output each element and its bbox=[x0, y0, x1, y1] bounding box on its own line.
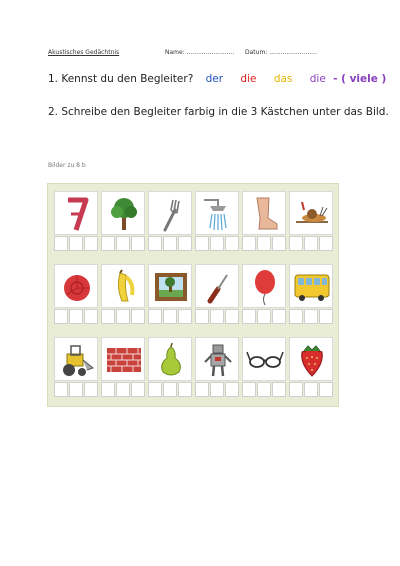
answer-box[interactable] bbox=[242, 309, 256, 324]
picture-caption: Bilder zu 8 b bbox=[48, 162, 86, 169]
answer-box[interactable] bbox=[131, 309, 145, 324]
article-plural-note: - ( viele ) bbox=[333, 73, 387, 85]
answer-box[interactable] bbox=[195, 382, 209, 397]
date-field-label: Datum: ......................... bbox=[245, 49, 317, 56]
answer-box[interactable] bbox=[289, 236, 303, 251]
answer-box[interactable] bbox=[131, 236, 145, 251]
answer-box[interactable] bbox=[163, 382, 177, 397]
answer-box[interactable] bbox=[163, 236, 177, 251]
name-field-label: Name: ......................... bbox=[165, 49, 235, 56]
picture-grid bbox=[47, 183, 339, 407]
answer-box[interactable] bbox=[84, 236, 98, 251]
robot-icon bbox=[195, 337, 239, 381]
answer-boxes bbox=[289, 309, 333, 324]
task-1-text: 1. Kennst du den Begleiter? bbox=[48, 73, 194, 85]
picture-card bbox=[242, 264, 286, 324]
answer-boxes bbox=[101, 236, 145, 251]
answer-box[interactable] bbox=[319, 309, 333, 324]
picture-card bbox=[148, 264, 192, 324]
tree-icon bbox=[101, 191, 145, 235]
answer-box[interactable] bbox=[225, 309, 239, 324]
answer-box[interactable] bbox=[272, 382, 286, 397]
answer-boxes bbox=[195, 309, 239, 324]
bus-icon bbox=[289, 264, 333, 308]
article-der: der bbox=[205, 73, 224, 85]
answer-box[interactable] bbox=[225, 382, 239, 397]
answer-box[interactable] bbox=[242, 382, 256, 397]
picture-card bbox=[148, 191, 192, 251]
article-die: die bbox=[240, 73, 257, 85]
answer-box[interactable] bbox=[101, 236, 115, 251]
brick-wall-icon bbox=[101, 337, 145, 381]
answer-box[interactable] bbox=[116, 382, 130, 397]
answer-box[interactable] bbox=[319, 382, 333, 397]
answer-boxes bbox=[242, 309, 286, 324]
pear-icon bbox=[148, 337, 192, 381]
answer-box[interactable] bbox=[148, 382, 162, 397]
answer-boxes bbox=[242, 382, 286, 397]
article-die-plural: die bbox=[309, 73, 326, 85]
picture-card bbox=[242, 337, 286, 397]
answer-box[interactable] bbox=[131, 382, 145, 397]
answer-box[interactable] bbox=[210, 236, 224, 251]
answer-box[interactable] bbox=[69, 236, 83, 251]
answer-box[interactable] bbox=[69, 309, 83, 324]
picture-card bbox=[195, 191, 239, 251]
answer-box[interactable] bbox=[84, 382, 98, 397]
answer-boxes bbox=[289, 236, 333, 251]
article-das: das bbox=[273, 73, 293, 85]
picture-card bbox=[101, 337, 145, 397]
answer-box[interactable] bbox=[210, 382, 224, 397]
shower-icon bbox=[195, 191, 239, 235]
answer-box[interactable] bbox=[257, 236, 271, 251]
answer-box[interactable] bbox=[272, 236, 286, 251]
answer-box[interactable] bbox=[178, 236, 192, 251]
task-1 bbox=[48, 73, 386, 85]
answer-box[interactable] bbox=[148, 236, 162, 251]
picture-card bbox=[289, 191, 333, 251]
answer-box[interactable] bbox=[195, 309, 209, 324]
answer-boxes bbox=[148, 236, 192, 251]
answer-box[interactable] bbox=[101, 382, 115, 397]
task-2: 2. Schreibe den Begleiter farbig in die 3 Kästchen unter das Bild. bbox=[48, 106, 389, 118]
picture-card bbox=[195, 337, 239, 397]
answer-boxes bbox=[54, 236, 98, 251]
answer-boxes bbox=[195, 236, 239, 251]
picture-card bbox=[148, 337, 192, 397]
answer-box[interactable] bbox=[319, 236, 333, 251]
snail-icon bbox=[289, 191, 333, 235]
answer-box[interactable] bbox=[289, 382, 303, 397]
answer-box[interactable] bbox=[210, 309, 224, 324]
picture-card bbox=[54, 264, 98, 324]
glasses-icon bbox=[242, 337, 286, 381]
answer-box[interactable] bbox=[304, 236, 318, 251]
answer-box[interactable] bbox=[116, 236, 130, 251]
answer-boxes bbox=[148, 309, 192, 324]
answer-box[interactable] bbox=[148, 309, 162, 324]
answer-box[interactable] bbox=[54, 236, 68, 251]
banana-icon bbox=[101, 264, 145, 308]
tractor-icon bbox=[54, 337, 98, 381]
picture-card bbox=[289, 337, 333, 397]
picture-card bbox=[242, 191, 286, 251]
worksheet-title: Akustisches Gedächtnis bbox=[48, 49, 120, 56]
picture-card bbox=[101, 264, 145, 324]
answer-box[interactable] bbox=[69, 382, 83, 397]
answer-boxes bbox=[195, 382, 239, 397]
answer-boxes bbox=[54, 382, 98, 397]
answer-box[interactable] bbox=[257, 382, 271, 397]
screwdriver-icon bbox=[195, 264, 239, 308]
answer-box[interactable] bbox=[289, 309, 303, 324]
answer-boxes bbox=[101, 309, 145, 324]
answer-box[interactable] bbox=[163, 309, 177, 324]
strawberry-icon bbox=[289, 337, 333, 381]
leg-icon bbox=[242, 191, 286, 235]
answer-box[interactable] bbox=[54, 309, 68, 324]
answer-boxes bbox=[54, 309, 98, 324]
answer-box[interactable] bbox=[195, 236, 209, 251]
answer-box[interactable] bbox=[54, 382, 68, 397]
picture-card bbox=[289, 264, 333, 324]
answer-box[interactable] bbox=[101, 309, 115, 324]
balloon-icon bbox=[242, 264, 286, 308]
answer-box[interactable] bbox=[304, 309, 318, 324]
answer-box[interactable] bbox=[178, 309, 192, 324]
tomato-icon bbox=[54, 264, 98, 308]
answer-boxes bbox=[101, 382, 145, 397]
answer-boxes bbox=[148, 382, 192, 397]
answer-box[interactable] bbox=[272, 309, 286, 324]
answer-box[interactable] bbox=[242, 236, 256, 251]
answer-box[interactable] bbox=[84, 309, 98, 324]
picture-card bbox=[54, 191, 98, 251]
fork-icon bbox=[148, 191, 192, 235]
picture-card bbox=[101, 191, 145, 251]
answer-box[interactable] bbox=[116, 309, 130, 324]
picture-card bbox=[54, 337, 98, 397]
answer-boxes bbox=[289, 382, 333, 397]
number-seven-icon bbox=[54, 191, 98, 235]
answer-boxes bbox=[242, 236, 286, 251]
answer-box[interactable] bbox=[178, 382, 192, 397]
answer-box[interactable] bbox=[225, 236, 239, 251]
answer-box[interactable] bbox=[304, 382, 318, 397]
framed-picture-icon bbox=[148, 264, 192, 308]
picture-card bbox=[195, 264, 239, 324]
answer-box[interactable] bbox=[257, 309, 271, 324]
